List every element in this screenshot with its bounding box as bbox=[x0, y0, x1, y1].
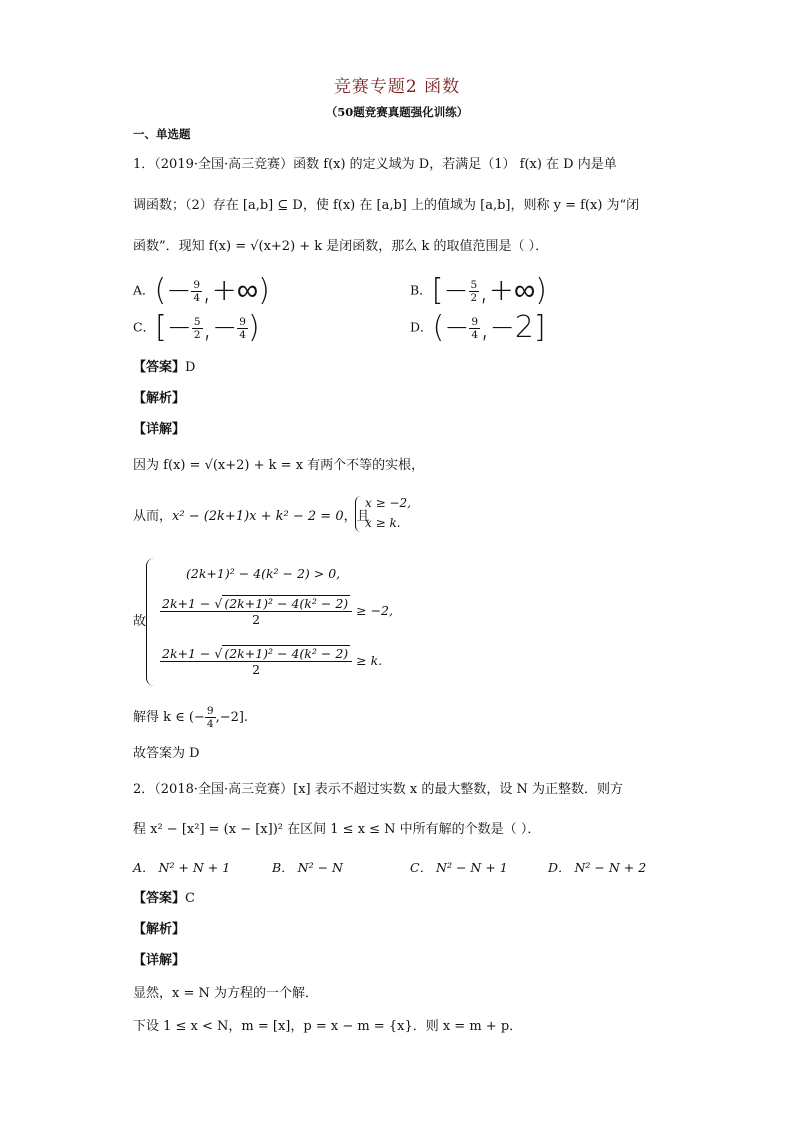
text: 从而， bbox=[133, 509, 173, 524]
page-title: 竞赛专题2 函数 bbox=[333, 77, 461, 97]
system-ineq-1: (2k+1)² − 4(k² − 2) > 0, bbox=[186, 566, 341, 581]
q2-option-b: B． N² − N bbox=[272, 860, 343, 875]
ineq-tail: ≥ k. bbox=[356, 653, 383, 668]
q2-stem-line-1: 2．（2018·全国·高三竞赛）[x] 表示不超过实数 x 的最大整数，设 N 为正整数．则方 bbox=[133, 782, 623, 797]
denominator: 2 bbox=[252, 662, 261, 677]
q1-detail-line-1: 因为 f(x) = √(x+2) + k = x 有两个不等的实根， bbox=[133, 458, 425, 473]
option-separator: ,− bbox=[202, 310, 238, 345]
q2-option-a: A． N² + N + 1 bbox=[133, 860, 231, 875]
option-label: A． bbox=[133, 282, 155, 298]
ineq-tail: ≥ −2, bbox=[356, 603, 393, 618]
q2-analysis-tag: 【解析】 bbox=[133, 922, 186, 937]
option-label: C． bbox=[133, 319, 156, 335]
q2-detail-tag: 【详解】 bbox=[133, 953, 186, 968]
numerator-a: 2k+1 − bbox=[162, 646, 215, 661]
q1-stem-line-2: 调函数；（2）存在 [a,b] ⊆ D，使 f(x) 在 [a,b] 上的值域为 [a,b]，则称 y = f(x) 为“闭 bbox=[133, 198, 640, 213]
system-label: 故 bbox=[133, 614, 147, 629]
condition-brace bbox=[355, 496, 362, 532]
option-bracket-left: (− bbox=[432, 310, 470, 345]
radicand: (2k+1)² − 4(k² − 2) bbox=[224, 596, 349, 611]
text: 解得 k ∈ (− bbox=[133, 710, 205, 725]
option-fraction-2: $\frac{9}{4}$ bbox=[239, 315, 246, 341]
option-bracket-right: ) bbox=[247, 310, 260, 345]
option-bracket-left: [− bbox=[155, 310, 192, 345]
option-bracket-right: ,+∞) bbox=[202, 273, 270, 308]
q1-final-answer: 故答案为 D bbox=[133, 746, 200, 761]
option-label: D． bbox=[410, 319, 433, 335]
condition-2: x ≥ k. bbox=[365, 516, 401, 530]
q1-detail-line-2 bbox=[133, 507, 370, 527]
q1-stem-line-1: 1．（2019·全国·高三竞赛）函数 f(x) 的定义域为 D，若满足（1） f(x) 在 D 内是单 bbox=[133, 157, 617, 172]
condition-1: x ≥ −2, bbox=[365, 496, 411, 510]
q1-stem-line-3: 函数”．现知 f(x) = √(x+2) + k 是闭函数，那么 k 的取值范围是（ ）． bbox=[133, 239, 549, 254]
q1-option-d bbox=[410, 310, 546, 345]
q2-option-d: D． N² − N + 2 bbox=[548, 860, 647, 875]
q2-detail-line-1: 显然，x = N 为方程的一个解． bbox=[133, 986, 318, 1001]
answer-value: D bbox=[185, 360, 196, 375]
q1-option-b bbox=[410, 273, 547, 308]
q1-analysis-tag: 【解析】 bbox=[133, 391, 186, 406]
option-bracket-right: ,−2] bbox=[480, 310, 546, 345]
option-fraction: $\frac{5}{2}$ bbox=[470, 278, 478, 304]
q2-stem-line-2: 程 x² − [x²] = (x − [x])² 在区间 1 ≤ x ≤ N 中所有解的个数是（ ）． bbox=[133, 822, 541, 837]
denominator: 2 bbox=[252, 612, 261, 627]
q2-detail-line-2: 下设 1 ≤ x < N，m = [x]，p = x − m = {x}．则 x = m + p． bbox=[133, 1019, 523, 1034]
option-bracket-left: [− bbox=[431, 273, 469, 308]
option-fraction: $\frac{5}{2}$ bbox=[193, 315, 201, 341]
q1-answer bbox=[133, 358, 195, 378]
q1-option-c bbox=[133, 310, 260, 345]
q1-detail-tag: 【详解】 bbox=[133, 422, 186, 437]
option-fraction: $\frac{9}{4}$ bbox=[471, 315, 479, 341]
answer-value: C bbox=[185, 891, 195, 906]
q2-option-c: C． N² − N + 1 bbox=[410, 860, 508, 875]
solution-fraction: $\frac{9}{4}$ bbox=[206, 705, 214, 730]
radicand: (2k+1)² − 4(k² − 2) bbox=[224, 646, 349, 661]
q1-option-a bbox=[133, 273, 270, 308]
option-label: B． bbox=[410, 282, 432, 298]
equation: x² − (2k+1)x + k² − 2 = 0 bbox=[172, 509, 344, 524]
numerator-a: 2k+1 − bbox=[162, 596, 215, 611]
system-ineq-3: $\frac{\text{2k+1 − √ (2k+1)² − 4(k² − 2)}}{2}$ ≥ k. bbox=[162, 646, 383, 677]
option-bracket-right: ,+∞) bbox=[479, 273, 547, 308]
answer-tag: 【答案】 bbox=[133, 891, 186, 906]
system-brace bbox=[146, 558, 155, 686]
option-bracket-left: (− bbox=[154, 273, 192, 308]
system-ineq-2: $\frac{\text{2k+1 − √ (2k+1)² − 4(k² − 2)}}{2}$ ≥ −2, bbox=[162, 596, 393, 627]
q1-solution bbox=[133, 705, 248, 730]
q2-answer bbox=[133, 889, 195, 909]
text: ,−2]. bbox=[215, 710, 249, 725]
answer-tag: 【答案】 bbox=[133, 360, 186, 375]
page-subtitle: （50题竞赛真题强化训练） bbox=[325, 105, 469, 119]
option-fraction: $\frac{9}{4}$ bbox=[193, 278, 201, 304]
text: ，且 bbox=[343, 509, 370, 524]
section-heading: 一、单选题 bbox=[133, 127, 191, 141]
